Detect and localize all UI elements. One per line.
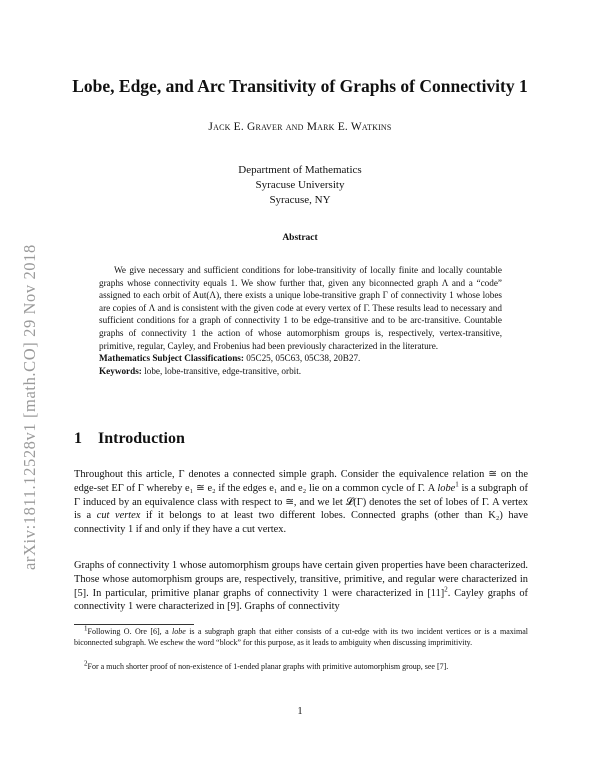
abstract	[99, 264, 502, 377]
paper-title: Lobe, Edge, and Arc Transitivity of Graphs of Connectivity 1	[72, 76, 528, 96]
section-title: Introduction	[98, 430, 185, 447]
footnote-ref[interactable]: 2	[444, 585, 448, 594]
term-lobe: lobe	[437, 482, 456, 494]
footnote-2	[74, 659, 528, 673]
text-run: . Cayley graphs of connectivity 1 were characterized in [9]. Graphs of connectivity	[74, 587, 528, 613]
msc-value: 05C25, 05C63, 05C38, 20B27.	[243, 353, 361, 364]
footnote-ref[interactable]: 1	[455, 480, 459, 489]
paragraph	[74, 468, 528, 537]
keywords-label: Keywords:	[99, 365, 142, 376]
affiliation	[60, 163, 540, 208]
page-number: 1	[297, 706, 303, 717]
msc-line	[99, 352, 502, 365]
footnote-rule	[74, 624, 194, 625]
section-heading	[74, 430, 185, 448]
arxiv-identifier: arXiv:1811.12528v1 [math.CO] 29 Nov 2018	[20, 244, 39, 570]
affiliation-line: Syracuse, NY	[269, 194, 331, 206]
footnote-mark: 2	[84, 659, 88, 668]
abstract-heading: Abstract	[282, 233, 318, 243]
term-lobe: lobe	[172, 627, 186, 636]
text-run: is a subgraph of Γ induced by an equivalence class with respect to ≅, and we let 𝓛(Γ) denotes the set of lobes of Γ. A vertex is a	[74, 482, 529, 522]
text-run: is a subgraph graph that either consists of a cut-edge with its two incident vertices or is a maximal biconnected subgraph. We eschew the word “block” for this purpose, as it leads to ambiguity when discussing imprimitivity.	[74, 627, 528, 647]
text-run: if it belongs to at least two different lobes. Connected graphs (other than K₂) have connectivity 1 if and only if they have a cut vertex.	[74, 510, 528, 536]
msc-label: Mathematics Subject Classifications:	[99, 353, 244, 364]
text-run: Throughout this article, Γ denotes a connected simple graph. Consider the equivalence relation ≅ on the edge-set EΓ of Γ whereby e₁ ≅ e₂ if the edges e₁ and e₂ lie on a common cycle of Γ. A	[74, 469, 528, 494]
keywords-value: lobe, lobe-transitive, edge-transitive, orbit.	[141, 365, 302, 376]
term-cut-vertex: cut vertex	[96, 510, 141, 522]
authors: Jack E. Graver and Mark E. Watkins	[208, 121, 392, 133]
abstract-text: We give necessary and sufficient conditions for lobe-transitivity of locally finite and locally countable graphs whose connectivity equals 1. We show further that, given any biconnected graph Λ and a “code” assigned to each orbit of Aut(Λ), there exists a unique lobe-transitive graph Γ of connectivity 1 whose lobes are copies of Λ and is consistent with the given code at every vertex of Γ. These results lead to necessary and sufficient conditions for a graph of connectivity 1 to be edge-transitive and to be arc-transitive. Countable graphs of connectivity 1 the action of whose automorphism groups is, respectively, vertex-transitive, primitive, regular, Cayley, and Frobenius had been previously characterized in the literature.	[99, 265, 502, 351]
text-run: For a much shorter proof of non-existence of 1-ended planar graphs with primitive automorphism group, see [7].	[87, 662, 449, 671]
affiliation-line: Syracuse University	[255, 179, 345, 191]
affiliation-line: Department of Mathematics	[238, 164, 362, 176]
text-run: Graphs of connectivity 1 whose automorphism groups have certain given properties have been characterized. Those whose automorphism groups are, respectively, transitive, primitive, and regular were characterized in [5]. In particular, primitive planar graphs of connectivity 1 were characterized in [11]	[74, 560, 528, 599]
footnote-1	[74, 624, 528, 648]
section-number: 1	[74, 430, 82, 447]
footnote-mark: 1	[84, 624, 88, 633]
author-line	[60, 121, 540, 133]
text-run: Following O. Ore [6], a	[87, 627, 173, 636]
keywords-line	[99, 365, 502, 378]
paragraph	[74, 559, 528, 614]
